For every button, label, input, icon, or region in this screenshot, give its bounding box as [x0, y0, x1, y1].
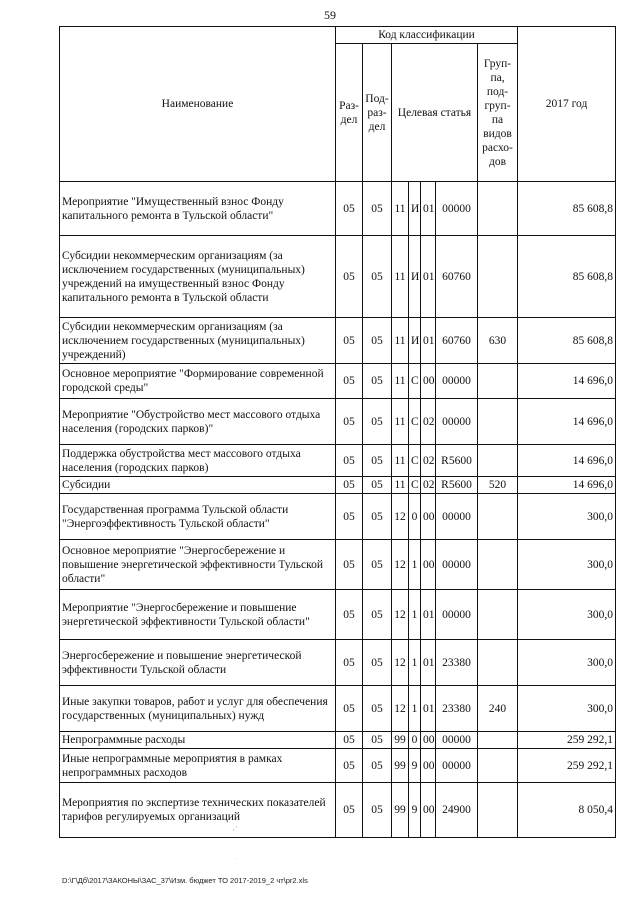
- razdel-cell: 05: [336, 399, 363, 445]
- podrazdel-cell: 05: [363, 494, 392, 540]
- row-name: Мероприятие "Обустройство мест массового отдыха населения (городских парков)": [60, 399, 336, 445]
- razdel-cell: 05: [336, 364, 363, 399]
- subprogram-code-cell: 1: [409, 640, 421, 686]
- podrazdel-cell: 05: [363, 318, 392, 364]
- header-razdel: Раз-дел: [336, 44, 363, 182]
- row-name: Мероприятие "Имущественный взнос Фонду капитального ремонта в Тульской области": [60, 182, 336, 236]
- amount-cell: 14 696,0: [518, 445, 616, 477]
- table-row: [60, 783, 616, 838]
- page-number: 59: [324, 8, 336, 22]
- subprogram-code-cell: И: [409, 318, 421, 364]
- amount-cell: 8 050,4: [518, 783, 616, 838]
- expense-type-cell: [478, 749, 518, 783]
- subprogram-code-cell: 9: [409, 749, 421, 783]
- event-code-cell: 01: [421, 640, 436, 686]
- podrazdel-cell: 05: [363, 686, 392, 732]
- row-name: Субсидии: [60, 477, 336, 494]
- header-year: 2017 год: [518, 27, 616, 182]
- podrazdel-cell: 05: [363, 749, 392, 783]
- header-podrazdel: Под-раз-дел: [363, 44, 392, 182]
- subprogram-code-cell: 1: [409, 686, 421, 732]
- razdel-cell: 05: [336, 783, 363, 838]
- amount-cell: 14 696,0: [518, 399, 616, 445]
- razdel-cell: 05: [336, 590, 363, 640]
- event-code-cell: 02: [421, 445, 436, 477]
- event-code-cell: 00: [421, 494, 436, 540]
- direction-code-cell: 00000: [436, 590, 478, 640]
- razdel-cell: 05: [336, 318, 363, 364]
- expense-type-cell: [478, 640, 518, 686]
- table-row: [60, 236, 616, 318]
- direction-code-cell: 60760: [436, 236, 478, 318]
- razdel-cell: 05: [336, 182, 363, 236]
- podrazdel-cell: 05: [363, 640, 392, 686]
- table-row: [60, 182, 616, 236]
- table-row: [60, 590, 616, 640]
- subprogram-code-cell: С: [409, 445, 421, 477]
- razdel-cell: 05: [336, 445, 363, 477]
- program-code-cell: 11: [392, 182, 409, 236]
- program-code-cell: 12: [392, 540, 409, 590]
- direction-code-cell: R5600: [436, 445, 478, 477]
- program-code-cell: 12: [392, 494, 409, 540]
- expense-type-cell: [478, 540, 518, 590]
- program-code-cell: 11: [392, 477, 409, 494]
- row-name: Иные закупки товаров, работ и услуг для обеспечения государственных (муниципальных) нужд: [60, 686, 336, 732]
- header-code-group: Код классификации: [336, 27, 518, 44]
- razdel-cell: 05: [336, 732, 363, 749]
- amount-cell: 300,0: [518, 590, 616, 640]
- table-row: [60, 399, 616, 445]
- amount-cell: 14 696,0: [518, 364, 616, 399]
- event-code-cell: 01: [421, 182, 436, 236]
- table-row: [60, 732, 616, 749]
- row-name: Поддержка обустройства мест массового отдыха населения (городских парков): [60, 445, 336, 477]
- expense-type-cell: [478, 182, 518, 236]
- event-code-cell: 01: [421, 318, 436, 364]
- event-code-cell: 00: [421, 540, 436, 590]
- razdel-cell: 05: [336, 494, 363, 540]
- row-name: Государственная программа Тульской области "Энергоэффективность Тульской области": [60, 494, 336, 540]
- direction-code-cell: 00000: [436, 364, 478, 399]
- subprogram-code-cell: С: [409, 477, 421, 494]
- podrazdel-cell: 05: [363, 182, 392, 236]
- direction-code-cell: 23380: [436, 640, 478, 686]
- direction-code-cell: 00000: [436, 540, 478, 590]
- table-row: [60, 749, 616, 783]
- event-code-cell: 00: [421, 364, 436, 399]
- row-name: Основное мероприятие "Формирование современной городской среды": [60, 364, 336, 399]
- scan-mark: ˙: [234, 857, 237, 865]
- podrazdel-cell: 05: [363, 399, 392, 445]
- podrazdel-cell: 05: [363, 364, 392, 399]
- expense-type-cell: [478, 364, 518, 399]
- amount-cell: 85 608,8: [518, 236, 616, 318]
- amount-cell: 14 696,0: [518, 477, 616, 494]
- budget-table: [59, 26, 616, 838]
- subprogram-code-cell: 1: [409, 540, 421, 590]
- subprogram-code-cell: 0: [409, 732, 421, 749]
- amount-cell: 259 292,1: [518, 749, 616, 783]
- expense-type-cell: [478, 494, 518, 540]
- razdel-cell: 05: [336, 236, 363, 318]
- amount-cell: 300,0: [518, 540, 616, 590]
- subprogram-code-cell: С: [409, 364, 421, 399]
- row-name: Мероприятие "Энергосбережение и повышение энергетической эффективности Тульской области": [60, 590, 336, 640]
- program-code-cell: 99: [392, 749, 409, 783]
- amount-cell: 300,0: [518, 640, 616, 686]
- razdel-cell: 05: [336, 686, 363, 732]
- program-code-cell: 12: [392, 686, 409, 732]
- table-row: [60, 477, 616, 494]
- direction-code-cell: 00000: [436, 732, 478, 749]
- direction-code-cell: 00000: [436, 182, 478, 236]
- expense-type-cell: [478, 783, 518, 838]
- row-name: Энергосбережение и повышение энергетической эффективности Тульской области: [60, 640, 336, 686]
- event-code-cell: 01: [421, 686, 436, 732]
- podrazdel-cell: 05: [363, 477, 392, 494]
- row-name: Непрограммные расходы: [60, 732, 336, 749]
- amount-cell: 85 608,8: [518, 318, 616, 364]
- program-code-cell: 12: [392, 590, 409, 640]
- table-row: [60, 364, 616, 399]
- expense-type-cell: 630: [478, 318, 518, 364]
- program-code-cell: 11: [392, 364, 409, 399]
- subprogram-code-cell: И: [409, 236, 421, 318]
- subprogram-code-cell: С: [409, 399, 421, 445]
- podrazdel-cell: 05: [363, 783, 392, 838]
- program-code-cell: 11: [392, 318, 409, 364]
- program-code-cell: 99: [392, 783, 409, 838]
- direction-code-cell: 00000: [436, 399, 478, 445]
- expense-type-cell: [478, 399, 518, 445]
- program-code-cell: 99: [392, 732, 409, 749]
- amount-cell: 300,0: [518, 686, 616, 732]
- expense-type-cell: [478, 590, 518, 640]
- event-code-cell: 00: [421, 732, 436, 749]
- row-name: Основное мероприятие "Энергосбережение и повышение энергетической эффективности Тульской области": [60, 540, 336, 590]
- podrazdel-cell: 05: [363, 445, 392, 477]
- event-code-cell: 00: [421, 783, 436, 838]
- direction-code-cell: 24900: [436, 783, 478, 838]
- event-code-cell: 01: [421, 236, 436, 318]
- header-name: Наименование: [60, 27, 336, 182]
- program-code-cell: 11: [392, 445, 409, 477]
- expense-type-cell: [478, 732, 518, 749]
- direction-code-cell: 60760: [436, 318, 478, 364]
- podrazdel-cell: 05: [363, 732, 392, 749]
- direction-code-cell: 00000: [436, 494, 478, 540]
- expense-type-cell: [478, 445, 518, 477]
- razdel-cell: 05: [336, 540, 363, 590]
- subprogram-code-cell: 1: [409, 590, 421, 640]
- subprogram-code-cell: 0: [409, 494, 421, 540]
- table-row: [60, 540, 616, 590]
- razdel-cell: 05: [336, 477, 363, 494]
- expense-type-cell: [478, 236, 518, 318]
- razdel-cell: 05: [336, 640, 363, 686]
- program-code-cell: 11: [392, 399, 409, 445]
- event-code-cell: 02: [421, 477, 436, 494]
- razdel-cell: 05: [336, 749, 363, 783]
- table-row: [60, 686, 616, 732]
- header-group: Груп-па, под-груп-па видов расхо-дов: [478, 44, 518, 182]
- scan-mark: ·´: [232, 825, 238, 835]
- amount-cell: 259 292,1: [518, 732, 616, 749]
- table-row: [60, 494, 616, 540]
- expense-type-cell: 520: [478, 477, 518, 494]
- podrazdel-cell: 05: [363, 540, 392, 590]
- file-path-footer: D:\Г\Дб\2017\ЗАКОНЫ\ЗАС_37\Изм. бюджет ТО 2017-2019_2 чт\pr2.xls: [62, 876, 308, 885]
- subprogram-code-cell: И: [409, 182, 421, 236]
- event-code-cell: 00: [421, 749, 436, 783]
- program-code-cell: 11: [392, 236, 409, 318]
- row-name: Иные непрограммные мероприятия в рамках непрограммных расходов: [60, 749, 336, 783]
- podrazdel-cell: 05: [363, 236, 392, 318]
- table-row: [60, 640, 616, 686]
- table-row: [60, 445, 616, 477]
- table-row: [60, 318, 616, 364]
- direction-code-cell: 00000: [436, 749, 478, 783]
- direction-code-cell: 23380: [436, 686, 478, 732]
- expense-type-cell: 240: [478, 686, 518, 732]
- event-code-cell: 01: [421, 590, 436, 640]
- subprogram-code-cell: 9: [409, 783, 421, 838]
- row-name: Мероприятия по экспертизе технических показателей тарифов регулируемых организаций: [60, 783, 336, 838]
- event-code-cell: 02: [421, 399, 436, 445]
- table-body: [60, 182, 616, 838]
- row-name: Субсидии некоммерческим организациям (за исключением государственных (муниципальных) учреждений на имущественный взнос Фонду капитального ремонта в Тульской области: [60, 236, 336, 318]
- amount-cell: 85 608,8: [518, 182, 616, 236]
- amount-cell: 300,0: [518, 494, 616, 540]
- program-code-cell: 12: [392, 640, 409, 686]
- header-target: Целевая статья: [392, 44, 478, 182]
- podrazdel-cell: 05: [363, 590, 392, 640]
- direction-code-cell: R5600: [436, 477, 478, 494]
- row-name: Субсидии некоммерческим организациям (за исключением государственных (муниципальных) учреждений): [60, 318, 336, 364]
